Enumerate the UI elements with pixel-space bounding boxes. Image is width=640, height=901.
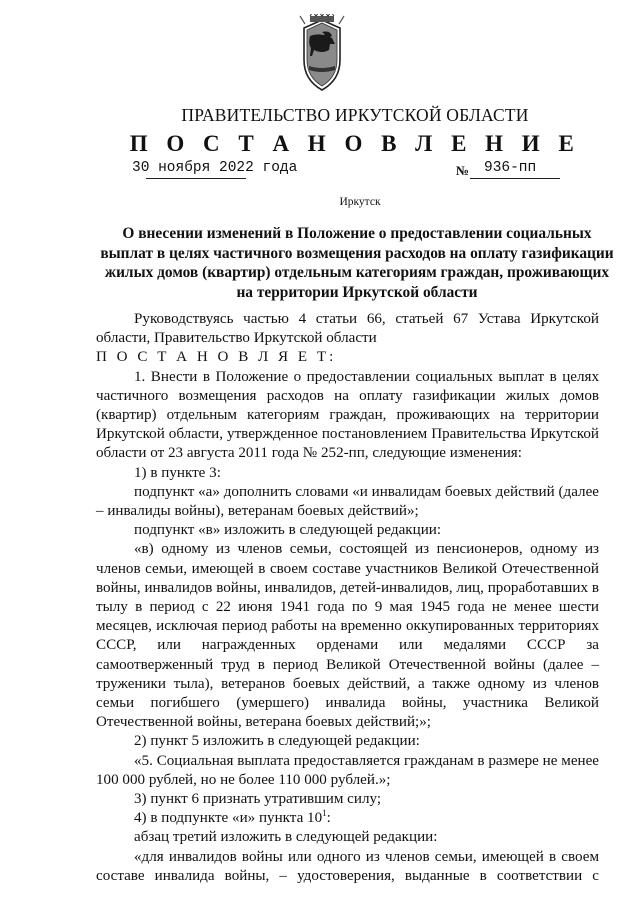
paragraph-9-superscript: 1 <box>322 808 327 819</box>
number-underline <box>470 178 560 179</box>
paragraph-2: 1) в пункте 3: <box>134 464 221 481</box>
coat-of-arms-emblem <box>296 14 348 94</box>
paragraph-4: подпункт «в» изложить в следующей редакции: <box>134 522 442 539</box>
paragraph-9 <box>96 809 599 828</box>
preamble: Руководствуясь частью 4 статьи 66, статьей 67 Устава Иркутской области, Правительство Иркутской области <box>96 311 599 347</box>
paragraph-10: абзац третий изложить в следующей редакции: <box>134 829 438 846</box>
document-number: 936-пп <box>484 160 537 176</box>
document-body <box>96 310 599 886</box>
government-name: ПРАВИТЕЛЬСТВО ИРКУТСКОЙ ОБЛАСТИ <box>181 105 529 125</box>
paragraph-6: 2) пункт 5 изложить в следующей редакции: <box>134 733 420 750</box>
paragraph-11: «для инвалидов войны или одного из членов семьи, имеющей в своем составе инвалида войны, – удостоверения, выданные в соответствии с <box>96 848 599 884</box>
paragraph-7: «5. Социальная выплата предоставляется гражданам в размере не менее 100 000 рублей, но не более 110 000 рублей.»; <box>96 752 599 788</box>
document-date: 30 ноября 2022 года <box>132 160 298 176</box>
paragraph-3: подпункт «а» дополнить словами «и инвалидам боевых действий (далее – инвалиды войны), ветеранам боевых действий»; <box>96 483 599 520</box>
number-sign: № <box>456 163 470 178</box>
paragraph-5: «в) одному из членов семьи, состоящей из пенсионеров, одному из членов семьи, имеющей в своем составе участников Великой Отечественной войны, инвалидов войны, инвалидов, детей-инвалидов, лиц, проработавших в тылу в период с 22 июня 1941 года по 9 мая 1945 года не менее шести месяцев, исключая период работы на временно оккупированных территориях СССР, или награжденных орденами или медалями СССР за самоотверженный труд в период Великой Отечественной войны (далее – труженики тыла), ветеранов боевых действий, а также одному из членов семьи погибшего (умершего) инвалида войны, участника Великой Отечественной войны, ветерана боевых действий;»; <box>96 541 599 731</box>
paragraph-9-text: 4) в подпункте «и» пункта 10 <box>134 810 323 827</box>
city: Иркутск <box>339 196 381 208</box>
date-underline <box>146 178 246 179</box>
paragraph-8: 3) пункт 6 признать утратившим силу; <box>134 791 382 808</box>
document-type: П О С Т А Н О В Л Е Н И Е <box>129 131 581 156</box>
paragraph-9-colon: : <box>326 810 331 827</box>
resolve-heading: П О С Т А Н О В Л Я Е Т: <box>96 349 337 366</box>
document-title: О внесении изменений в Положение о предоставлении социальных выплат в целях частичного возмещения расходов на оплату газификации жилых домов (квартир) отдельным категориям граждан, проживающих на территории Иркутской области <box>100 225 614 301</box>
paragraph-1: 1. Внести в Положение о предоставлении социальных выплат в целях частичного возмещения расходов на оплату газификации жилых домов (квартир) отдельным категориям граждан, проживающих на территории Иркутской области, утвержденное постановлением Правительства Иркутской области от 23 августа 2011 года № 252-пп, следующие изменения: <box>96 368 599 462</box>
